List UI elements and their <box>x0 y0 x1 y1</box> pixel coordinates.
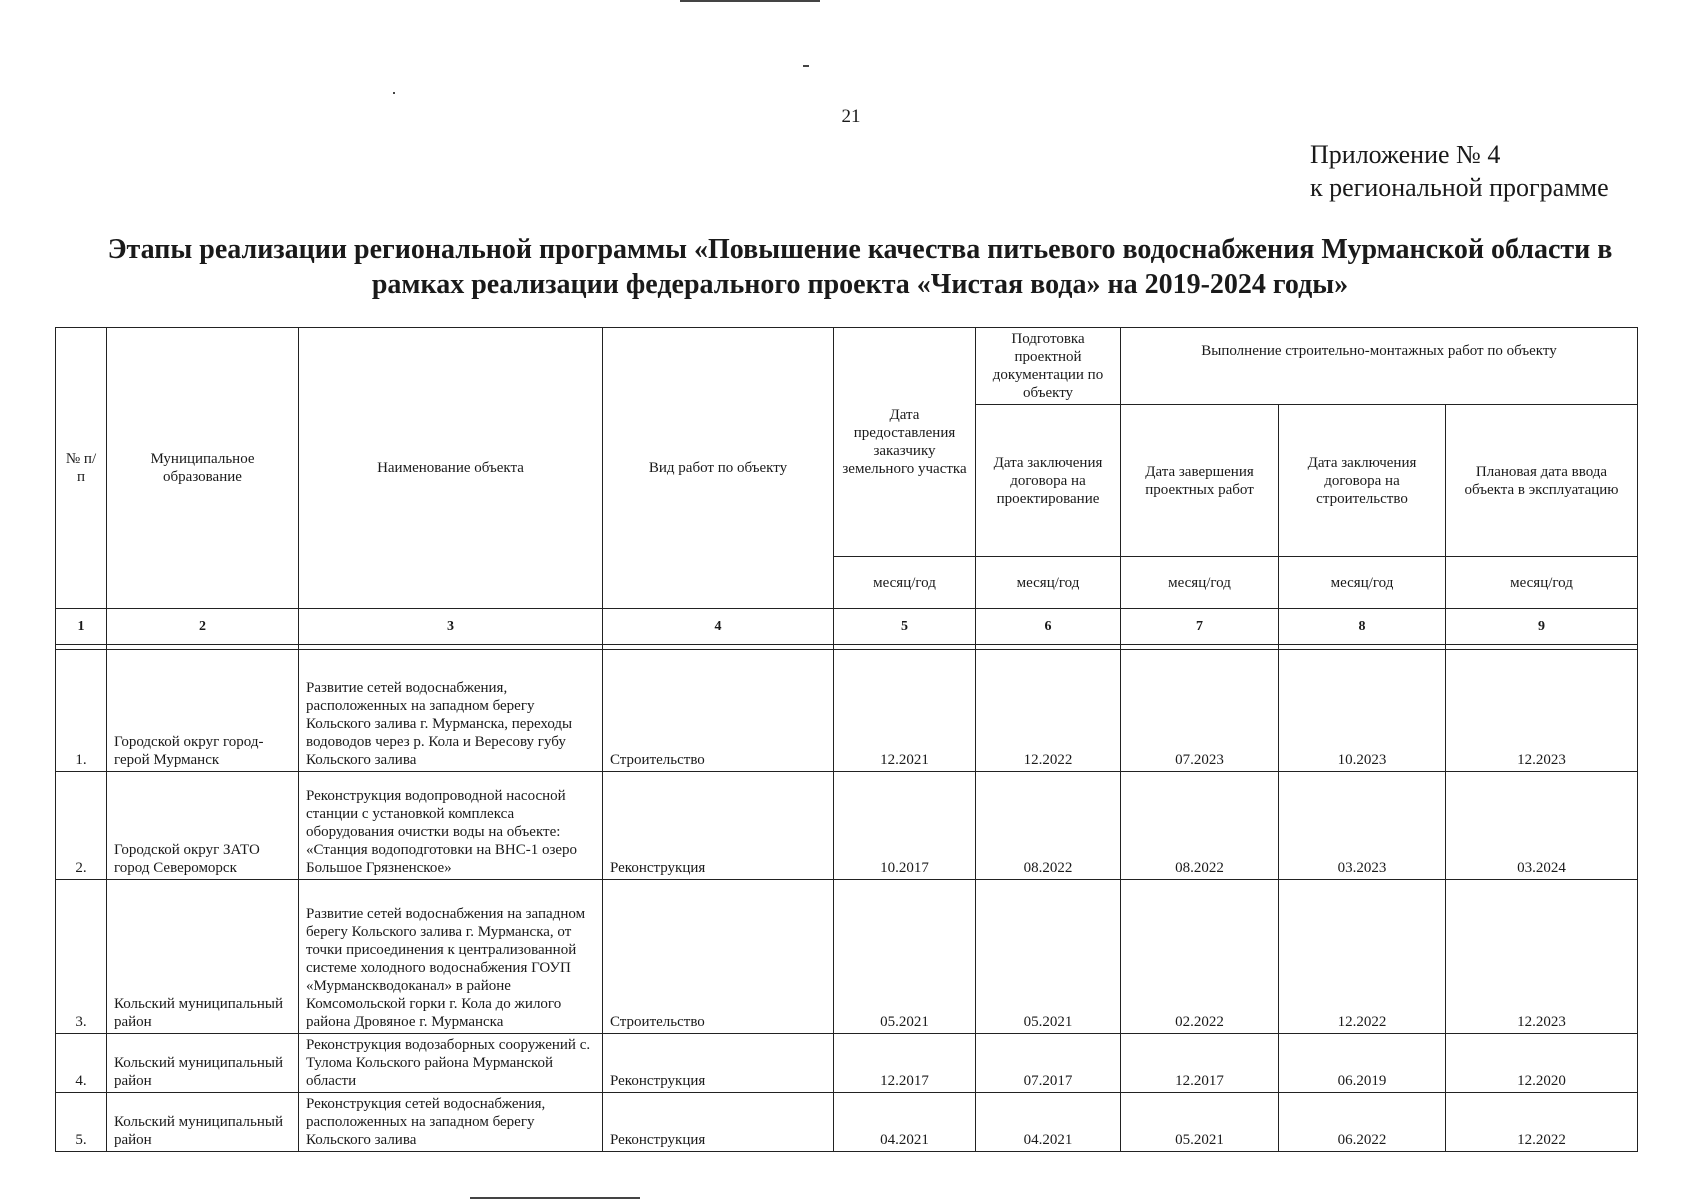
land-date-cell: 10.2017 <box>834 772 976 880</box>
scan-artifact-dot <box>393 92 395 94</box>
header-design-contract-date: Дата заключения договора на проектирование <box>976 405 1121 557</box>
scan-artifact-dash <box>803 65 809 67</box>
design-completion-date-cell: 05.2021 <box>1121 1093 1279 1152</box>
commissioning-date-cell: 03.2024 <box>1446 772 1638 880</box>
land-date-cell: 05.2021 <box>834 880 976 1034</box>
land-date-cell: 04.2021 <box>834 1093 976 1152</box>
design-completion-date-cell: 02.2022 <box>1121 880 1279 1034</box>
object-name-cell: Реконструкция сетей водоснабжения, расположенных на западном берегу Кольского залива <box>299 1093 603 1152</box>
appendix-line-1: Приложение № 4 <box>1310 140 1501 169</box>
document-title <box>60 232 1660 302</box>
column-number: 5 <box>834 609 976 645</box>
construction-contract-date-cell: 03.2023 <box>1279 772 1446 880</box>
column-number-row <box>56 609 1638 645</box>
object-name-cell: Развитие сетей водоснабжения, расположенных на западном берегу Кольского залива г. Мурманска, переходы водоводов через р. Кола и Вересову губу Кольского залива <box>299 650 603 772</box>
header-commissioning-date: Плановая дата ввода объекта в эксплуатацию <box>1446 405 1638 557</box>
row-number: 4. <box>56 1034 107 1093</box>
column-number: 4 <box>603 609 834 645</box>
unit-cell: месяц/год <box>1446 557 1638 609</box>
header-construction-contract-date: Дата заключения договора на строительство <box>1279 405 1446 557</box>
unit-cell: месяц/год <box>834 557 976 609</box>
header-work-type: Вид работ по объекту <box>603 328 834 609</box>
design-completion-date-cell: 12.2017 <box>1121 1034 1279 1093</box>
header-construction-group: Выполнение строительно-монтажных работ по объекту <box>1121 328 1638 405</box>
header-row-1 <box>56 328 1638 405</box>
column-number: 8 <box>1279 609 1446 645</box>
work-type-cell: Строительство <box>603 880 834 1034</box>
row-number: 5. <box>56 1093 107 1152</box>
construction-contract-date-cell: 06.2019 <box>1279 1034 1446 1093</box>
commissioning-date-cell: 12.2022 <box>1446 1093 1638 1152</box>
work-type-cell: Строительство <box>603 650 834 772</box>
appendix-line-2: к региональной программе <box>1310 173 1609 202</box>
design-contract-date-cell: 07.2017 <box>976 1034 1121 1093</box>
scan-artifact-bottom <box>470 1197 640 1199</box>
municipality-cell: Кольский муниципальный район <box>107 1034 299 1093</box>
column-number: 6 <box>976 609 1121 645</box>
municipality-cell: Кольский муниципальный район <box>107 1093 299 1152</box>
municipality-cell: Городской округ город-герой Мурманск <box>107 650 299 772</box>
design-completion-date-cell: 07.2023 <box>1121 650 1279 772</box>
scan-artifact-top <box>680 0 820 2</box>
header-num: № п/п <box>56 328 107 609</box>
design-contract-date-cell: 08.2022 <box>976 772 1121 880</box>
design-contract-date-cell: 05.2021 <box>976 880 1121 1034</box>
commissioning-date-cell: 12.2023 <box>1446 880 1638 1034</box>
header-design-group: Подготовка проектной документации по объекту <box>976 328 1121 405</box>
header-object-name: Наименование объекта <box>299 328 603 609</box>
header-design-completion-date: Дата завершения проектных работ <box>1121 405 1279 557</box>
appendix-label <box>1310 138 1640 204</box>
column-number: 2 <box>107 609 299 645</box>
municipality-cell: Городской округ ЗАТО город Североморск <box>107 772 299 880</box>
unit-cell: месяц/год <box>1279 557 1446 609</box>
commissioning-date-cell: 12.2023 <box>1446 650 1638 772</box>
stages-table <box>55 327 1638 1152</box>
land-date-cell: 12.2021 <box>834 650 976 772</box>
column-number: 3 <box>299 609 603 645</box>
table-row <box>56 772 1638 880</box>
object-name-cell: Реконструкция водопроводной насосной станции с установкой комплекса оборудования очистки воды на объекте: «Станция водоподготовки на ВНС-1 озеро Большое Грязненское» <box>299 772 603 880</box>
object-name-cell: Развитие сетей водоснабжения на западном берегу Кольского залива г. Мурманска, от точки присоединения к централизованной системе холодного водоснабжения ГОУП «Мурманскводоканал» в районе Комсомольской горки г. Кола до жилого района Дровяное г. Мурманска <box>299 880 603 1034</box>
table-row <box>56 1034 1638 1093</box>
construction-contract-date-cell: 06.2022 <box>1279 1093 1446 1152</box>
table-row <box>56 880 1638 1034</box>
header-land-date: Дата предоставления заказчику земельного участка <box>834 328 976 557</box>
header-municipality: Муниципальное образование <box>107 328 299 609</box>
column-number: 9 <box>1446 609 1638 645</box>
page-number: 21 <box>841 106 861 127</box>
unit-cell: месяц/год <box>976 557 1121 609</box>
column-number: 7 <box>1121 609 1279 645</box>
row-number: 3. <box>56 880 107 1034</box>
commissioning-date-cell: 12.2020 <box>1446 1034 1638 1093</box>
work-type-cell: Реконструкция <box>603 1034 834 1093</box>
document-title-line-1: Этапы реализации региональной программы «Повышение качества питьевого водоснабжения Мурманской области в <box>107 234 1613 265</box>
column-number: 1 <box>56 609 107 645</box>
work-type-cell: Реконструкция <box>603 772 834 880</box>
work-type-cell: Реконструкция <box>603 1093 834 1152</box>
land-date-cell: 12.2017 <box>834 1034 976 1093</box>
design-contract-date-cell: 12.2022 <box>976 650 1121 772</box>
construction-contract-date-cell: 10.2023 <box>1279 650 1446 772</box>
table-row <box>56 650 1638 772</box>
document-title-line-2: рамках реализации федерального проекта «Чистая вода» на 2019-2024 годы» <box>371 269 1349 300</box>
row-number: 2. <box>56 772 107 880</box>
construction-contract-date-cell: 12.2022 <box>1279 880 1446 1034</box>
table-row <box>56 1093 1638 1152</box>
municipality-cell: Кольский муниципальный район <box>107 880 299 1034</box>
design-contract-date-cell: 04.2021 <box>976 1093 1121 1152</box>
unit-cell: месяц/год <box>1121 557 1279 609</box>
row-number: 1. <box>56 650 107 772</box>
design-completion-date-cell: 08.2022 <box>1121 772 1279 880</box>
object-name-cell: Реконструкция водозаборных сооружений с. Тулома Кольского района Мурманской области <box>299 1034 603 1093</box>
